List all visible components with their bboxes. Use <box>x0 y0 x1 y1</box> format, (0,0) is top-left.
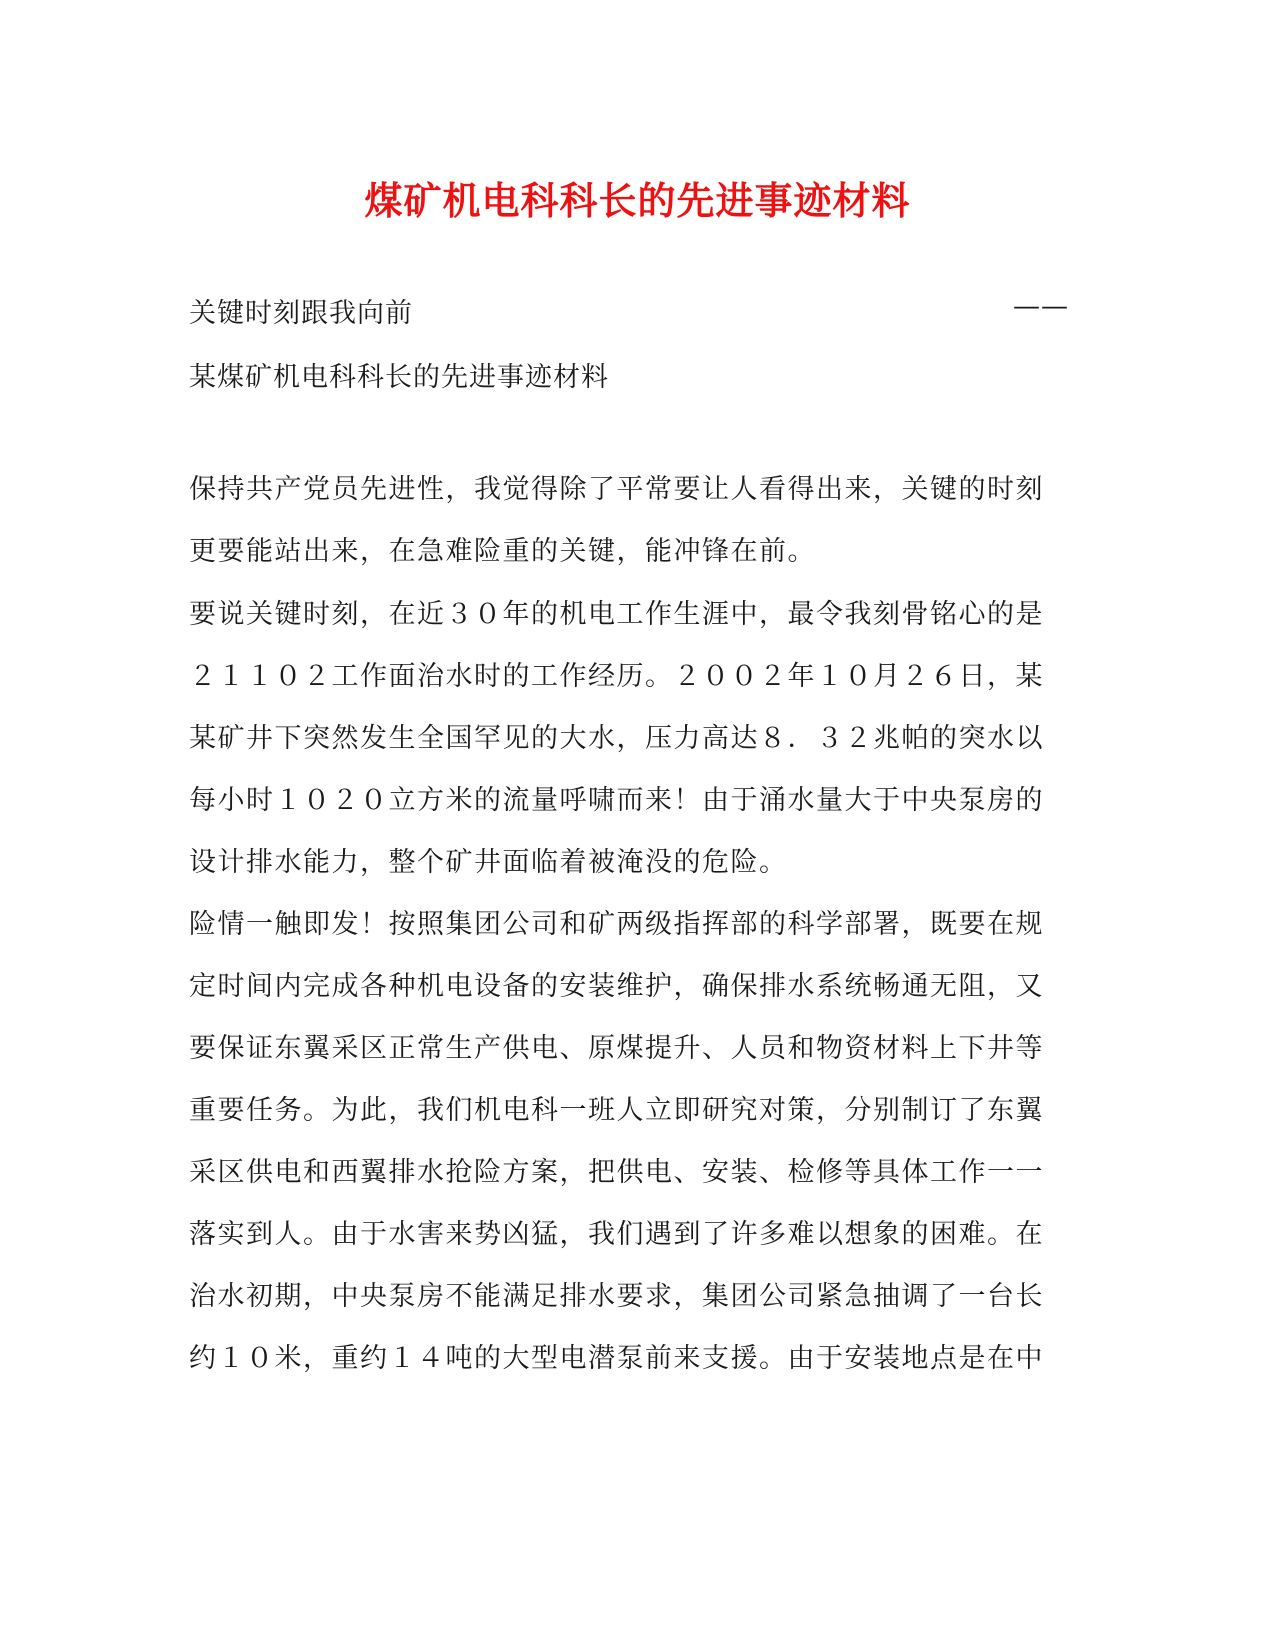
body-line: 设计排水能力，整个矿井面临着被淹没的危险。 <box>189 847 788 878</box>
body-line: 重要任务。为此，我们机电科一班人立即研究对策，分别制订了东翼 <box>189 1095 1044 1126</box>
body-line: 治水初期，中央泵房不能满足排水要求，集团公司紧急抽调了一台长 <box>189 1281 1044 1312</box>
body-line: 采区供电和西翼排水抢险方案，把供电、安装、检修等具体工作一一 <box>189 1157 1044 1188</box>
subtitle-text: 关键时刻跟我向前 <box>189 298 413 329</box>
body-line: 要保证东翼采区正常生产供电、原煤提升、人员和物资材料上下井等 <box>189 1033 1044 1064</box>
body-line: 约１０米，重约１４吨的大型电潜泵前来支援。由于安装地点是在中 <box>189 1343 1044 1374</box>
body-line: 某矿井下突然发生全国罕见的大水，压力高达８．３２兆帕的突水以 <box>189 723 1044 754</box>
body-line: 险情一触即发！按照集团公司和矿两级指挥部的科学部署，既要在规 <box>189 909 1044 940</box>
body-line: 更要能站出来，在急难险重的关键，能冲锋在前。 <box>189 536 816 567</box>
body-line: 保持共产党员先进性，我觉得除了平常要让人看得出来，关键的时刻 <box>189 474 1044 505</box>
subtitle-dash: —— <box>1013 291 1069 322</box>
body-line: 定时间内完成各种机电设备的安装维护，确保排水系统畅通无阻，又 <box>189 971 1044 1002</box>
subtitle-second-line: 某煤矿机电科科长的先进事迹材料 <box>189 362 609 393</box>
body-line: ２１１０２工作面治水时的工作经历。２００２年１０月２６日，某 <box>189 661 1044 692</box>
body-line: 落实到人。由于水害来势凶猛，我们遇到了许多难以想象的困难。在 <box>189 1219 1044 1250</box>
document-title: 煤矿机电科科长的先进事迹材料 <box>364 178 911 223</box>
body-line: 要说关键时刻，在近３０年的机电工作生涯中，最令我刻骨铭心的是 <box>189 599 1044 630</box>
subtitle-row <box>189 291 1069 331</box>
body-line: 每小时１０２０立方米的流量呼啸而来！由于涌水量大于中央泵房的 <box>189 785 1044 816</box>
